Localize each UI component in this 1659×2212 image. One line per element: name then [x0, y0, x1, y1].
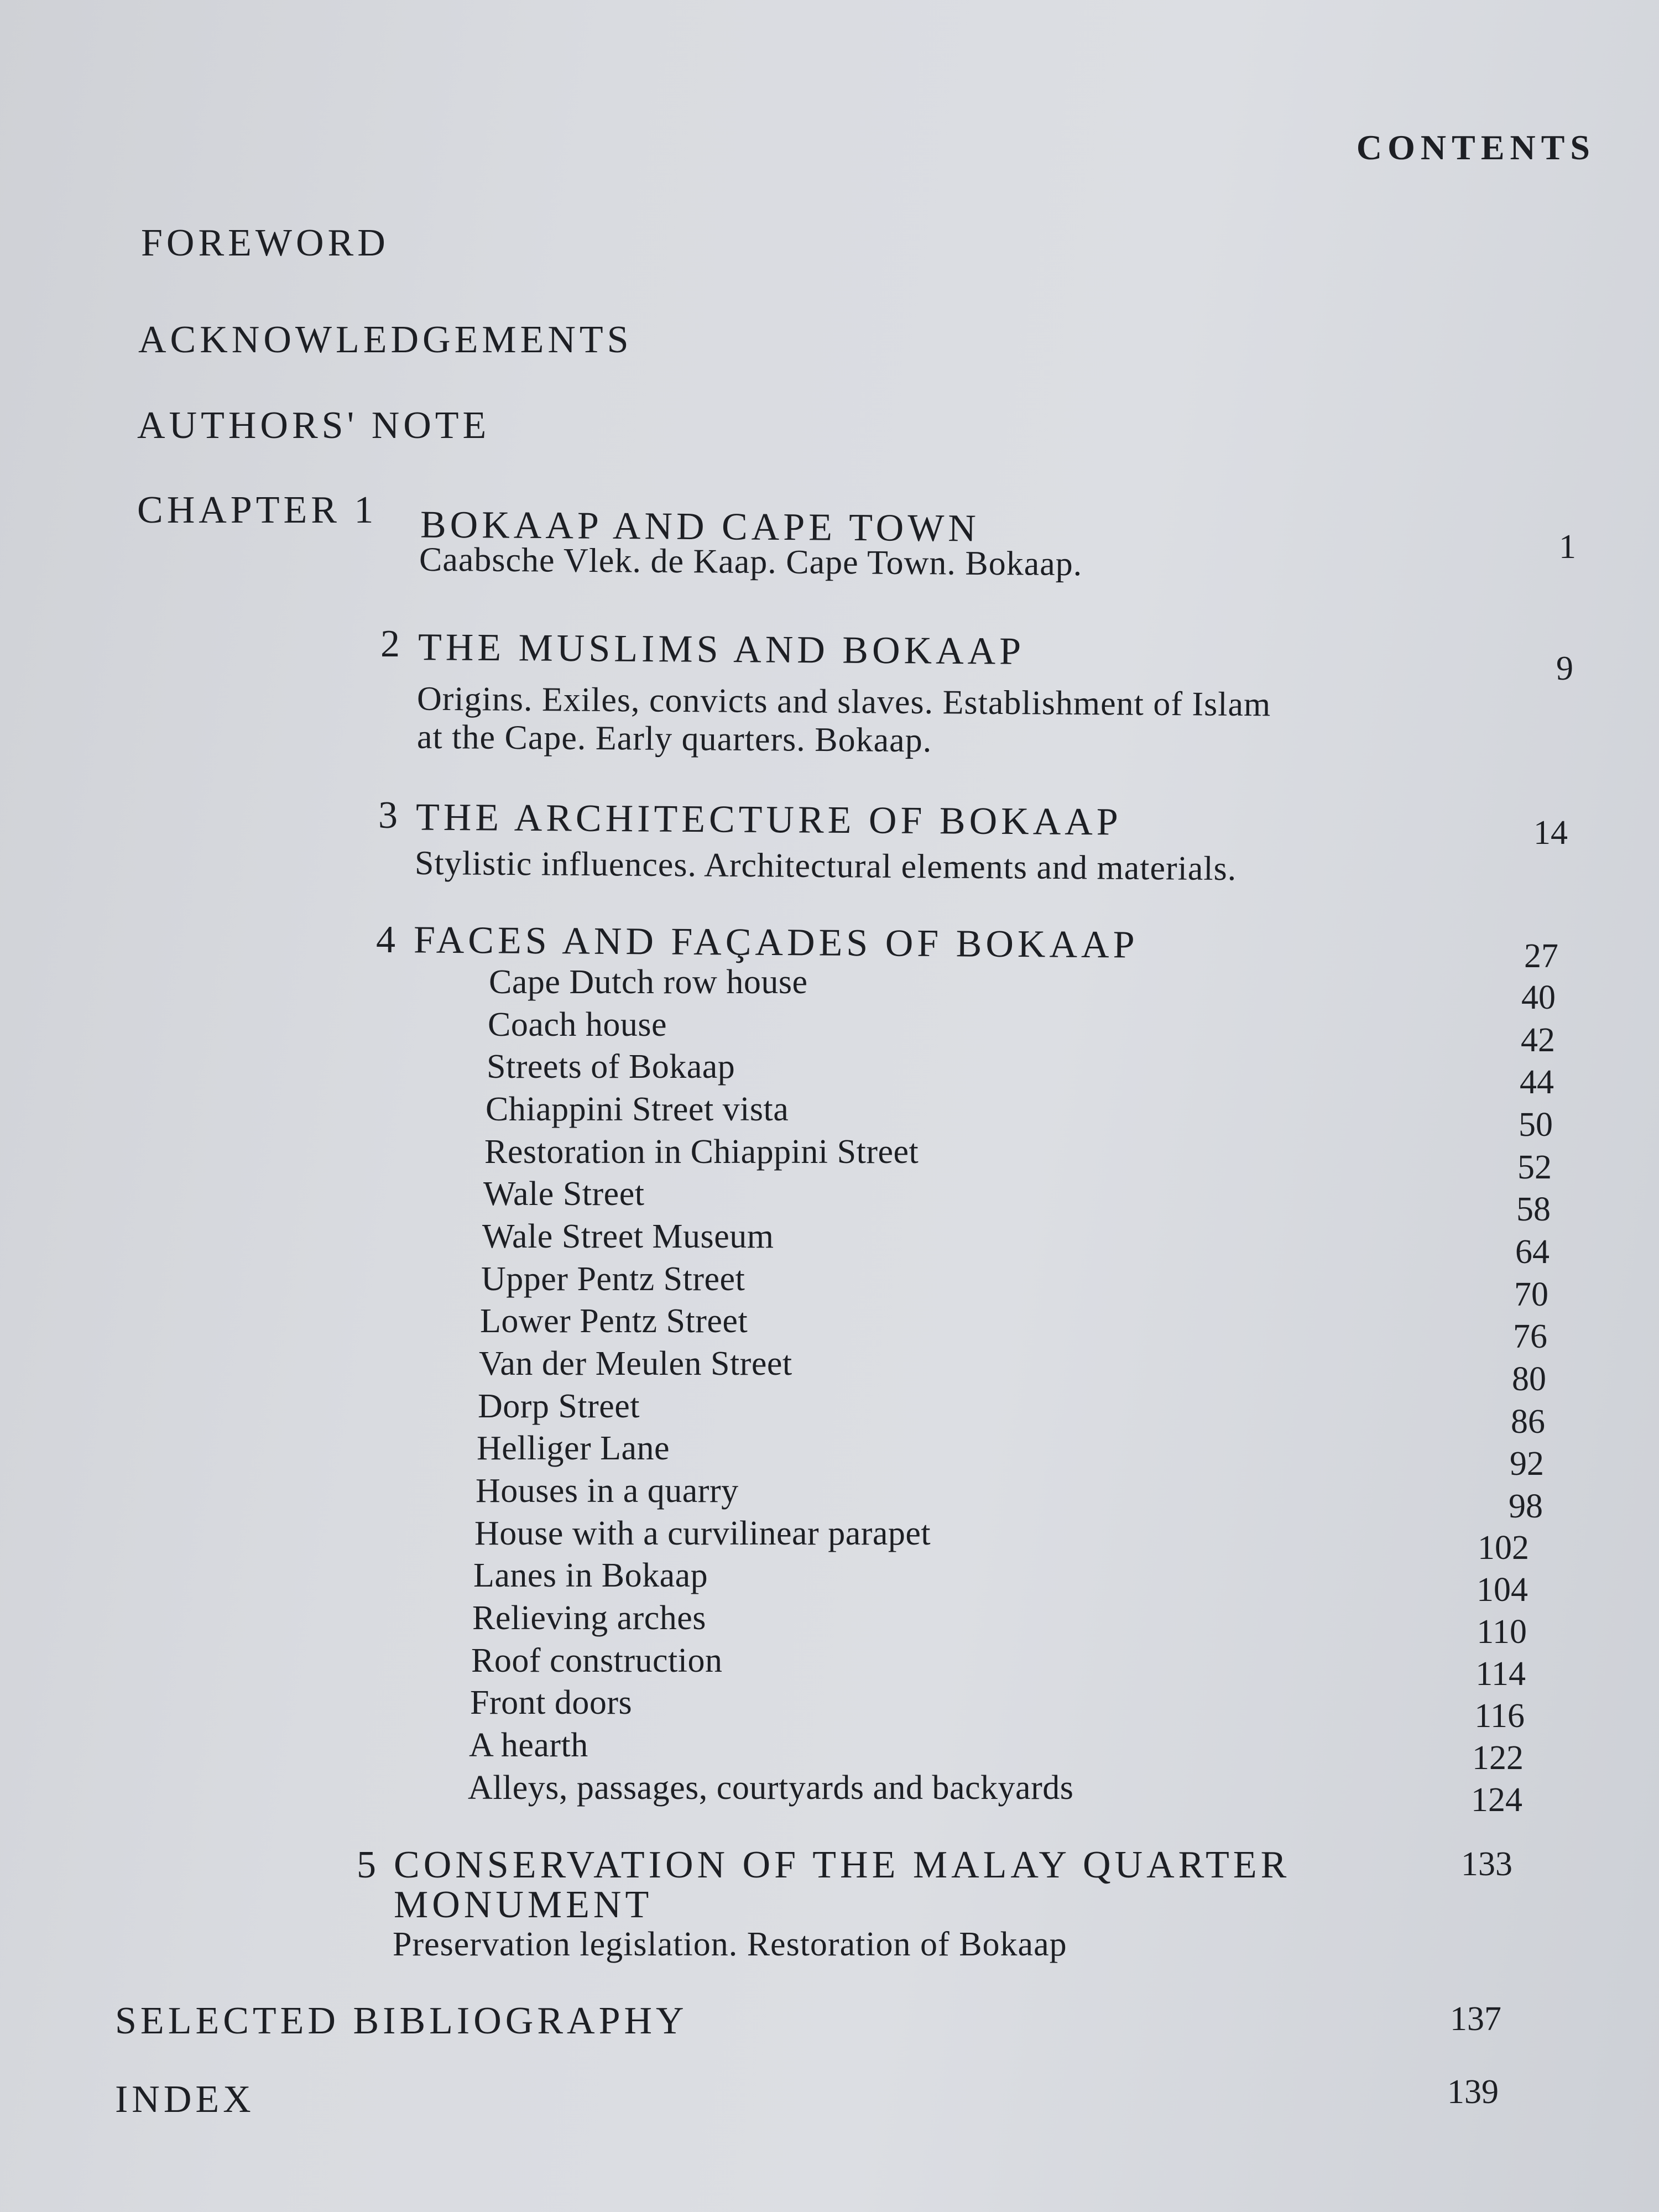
chapter-3-page: 14 [1533, 814, 1568, 852]
page-title: CONTENTS [1356, 128, 1595, 167]
chapter-2-title: THE MUSLIMS AND BOKAAP [418, 626, 1025, 673]
front-matter-foreword: FOREWORD [141, 222, 389, 264]
chapter-4-title: FACES AND FAÇADES OF BOKAAP [413, 919, 1139, 967]
section-page: 110 [1477, 1613, 1527, 1651]
section-title: Dorp Street [478, 1387, 640, 1425]
chapter-3-title: THE ARCHITECTURE OF BOKAAP [415, 796, 1123, 844]
section-title: Van der Meulen Street [479, 1345, 792, 1383]
section-page: 40 [1521, 979, 1556, 1016]
section-title: Alleys, passages, courtyards and backyards [468, 1769, 1074, 1807]
section-title: Wale Street [483, 1175, 645, 1213]
section-page: 58 [1516, 1191, 1551, 1228]
section-page: 86 [1511, 1403, 1545, 1441]
section-title: Houses in a quarry [476, 1472, 739, 1510]
section-page: 42 [1521, 1021, 1555, 1059]
chapter-3-prefix: 3 [378, 794, 401, 837]
section-title: Helliger Lane [477, 1430, 670, 1467]
section-title: A hearth [469, 1726, 588, 1764]
front-matter-acknowledgements: ACKNOWLEDGEMENTS [138, 319, 633, 361]
chapter-1-description: Caabsche Vlek. de Kaap. Cape Town. Bokaap. [419, 540, 1083, 583]
chapter-4-page: 27 [1524, 937, 1558, 975]
section-page: 76 [1513, 1318, 1547, 1355]
section-page: 92 [1510, 1445, 1544, 1483]
section-title: Cape Dutch row house [489, 963, 808, 1001]
section-page: 44 [1520, 1063, 1554, 1101]
chapter-1-title: BOKAAP AND CAPE TOWN [420, 503, 980, 550]
front-matter-authors-note: AUTHORS' NOTE [137, 404, 491, 447]
back-matter-bibliography: SELECTED BIBLIOGRAPHY [115, 2000, 688, 2042]
section-page: 102 [1478, 1529, 1529, 1567]
section-title: Upper Pentz Street [481, 1260, 745, 1298]
chapter-5-title-line-1: CONSERVATION OF THE MALAY QUARTER [394, 1844, 1291, 1886]
section-page: 98 [1509, 1488, 1543, 1525]
chapter-3-description: Stylistic influences. Architectural elements and materials. [414, 844, 1237, 888]
back-matter-index-page: 139 [1447, 2073, 1499, 2111]
section-page: 70 [1514, 1276, 1548, 1313]
section-title: Front doors [470, 1684, 633, 1721]
section-page: 104 [1477, 1571, 1528, 1609]
section-page: 116 [1474, 1697, 1525, 1735]
chapter-1-page: 1 [1559, 528, 1576, 566]
chapter-2-description-line-2: at the Cape. Early quarters. Bokaap. [416, 718, 932, 760]
section-title: Lower Pentz Street [480, 1302, 748, 1340]
back-matter-index: INDEX [115, 2078, 255, 2121]
section-page: 52 [1517, 1149, 1552, 1186]
section-title: Coach house [488, 1006, 667, 1044]
section-page: 124 [1471, 1781, 1522, 1819]
chapter-2-description-line-1: Origins. Exiles, convicts and slaves. Establishment of Islam [416, 680, 1271, 724]
section-title: Lanes in Bokaap [473, 1557, 708, 1594]
section-title: Wale Street Museum [482, 1218, 774, 1255]
chapter-5-description: Preservation legislation. Restoration of Bokaap [393, 1926, 1067, 1963]
section-title: Streets of Bokaap [487, 1048, 735, 1086]
section-page: 50 [1519, 1106, 1553, 1144]
section-title: Restoration in Chiappini Street [484, 1133, 919, 1171]
section-page: 80 [1512, 1360, 1546, 1398]
section-title: Relieving arches [472, 1599, 706, 1637]
chapter-4-prefix: 4 [376, 919, 399, 961]
back-matter-bibliography-page: 137 [1450, 2000, 1501, 2038]
chapter-1-prefix: CHAPTER 1 [137, 489, 378, 531]
chapter-5-title-line-2: MONUMENT [394, 1884, 653, 1926]
section-title: House with a curvilinear parapet [474, 1515, 931, 1552]
chapter-2-prefix: 2 [380, 623, 404, 665]
section-title: Chiappini Street vista [486, 1091, 789, 1128]
section-page: 64 [1515, 1233, 1550, 1271]
chapter-5-prefix: 5 [357, 1844, 380, 1886]
chapter-5-page: 133 [1461, 1845, 1512, 1883]
chapter-2-page: 9 [1556, 650, 1573, 687]
section-page: 114 [1475, 1655, 1526, 1693]
section-title: Roof construction [471, 1642, 723, 1679]
section-page: 122 [1472, 1739, 1524, 1777]
